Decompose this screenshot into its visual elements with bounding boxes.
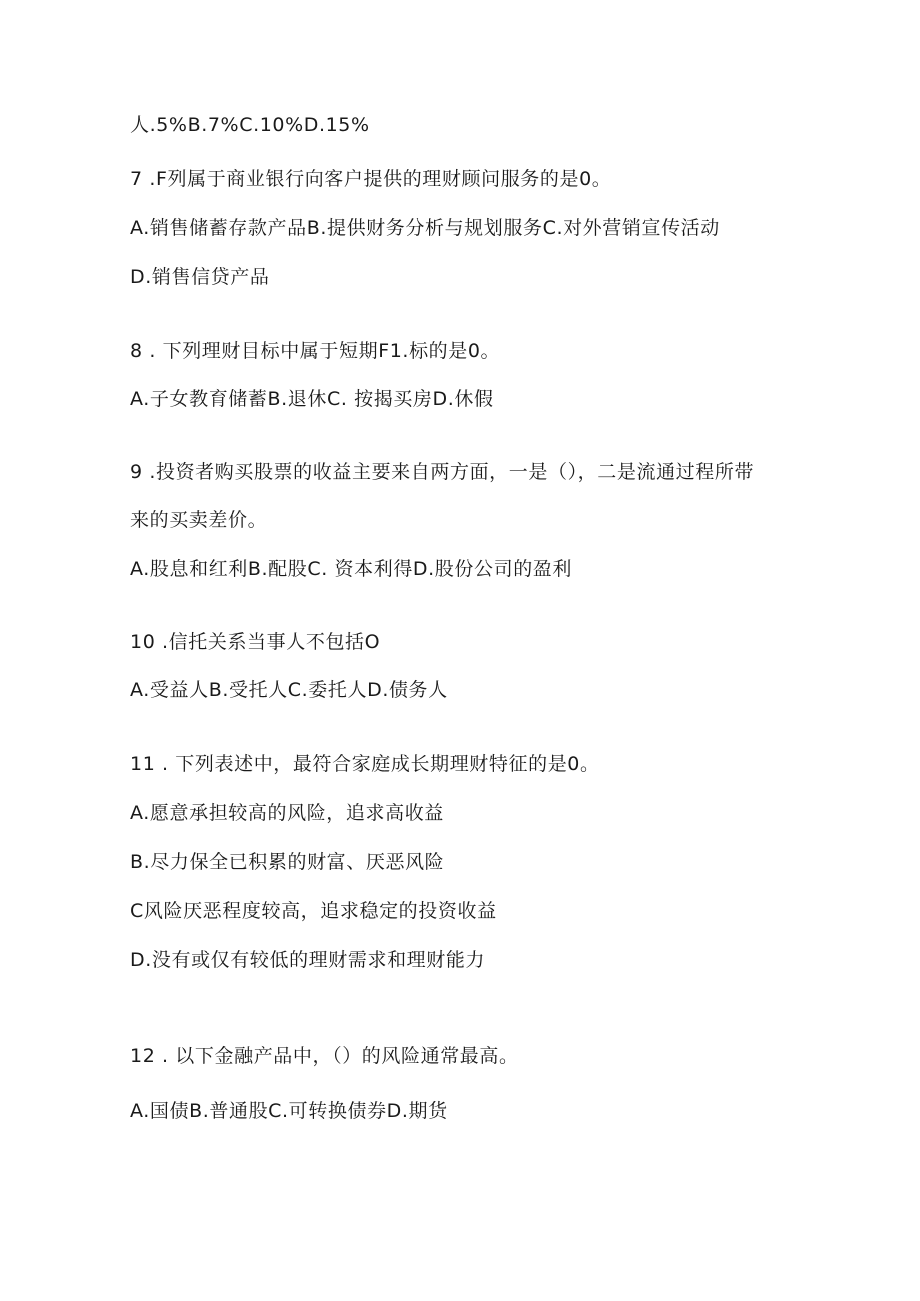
q10-options: A.受益人B.受托人C.委托人D.债务人	[130, 679, 448, 701]
q9-question-line-1: 9 .投资者购买股票的收益主要来自两方面，一是（），二是流通过程所带	[130, 461, 755, 483]
q11-option-c: C风险厌恶程度较高，追求稳定的投资收益	[130, 900, 497, 922]
q11-question: 11 . 下列表述中，最符合家庭成长期理财特征的是0。	[130, 753, 600, 775]
q7-options-line-2: D.销售信贷产品	[130, 266, 270, 288]
q11-option-d: D.没有或仅有较低的理财需求和理财能力	[130, 949, 486, 971]
q11-option-b: B.尽力保全已积累的财富、厌恶风险	[130, 851, 445, 873]
q11-option-a: A.愿意承担较高的风险，追求高收益	[130, 802, 444, 824]
q10-question: 10 .信托关系当事人不包括O	[130, 631, 381, 653]
q7-question: 7 .F列属于商业银行向客户提供的理财顾问服务的是0。	[130, 168, 612, 190]
q9-options: A.股息和红利B.配股C. 资本利得D.股份公司的盈利	[130, 558, 572, 580]
q6-options: 人.5%B.7%C.10%D.15%	[130, 114, 370, 136]
q8-question: 8 . 下列理财目标中属于短期F1.标的是0。	[130, 340, 501, 362]
q7-options-line-1: A.销售储蓄存款产品B.提供财务分析与规划服务C.对外营销宣传活动	[130, 217, 720, 239]
q12-question: 12 . 以下金融产品中，（）的风险通常最高。	[130, 1045, 519, 1067]
q12-options: A.国债B.普通股C.可转换债券D.期货	[130, 1100, 448, 1122]
q9-question-line-2: 来的买卖差价。	[130, 509, 268, 531]
q8-options: A.子女教育储蓄B.退休C. 按揭买房D.休假	[130, 388, 494, 410]
